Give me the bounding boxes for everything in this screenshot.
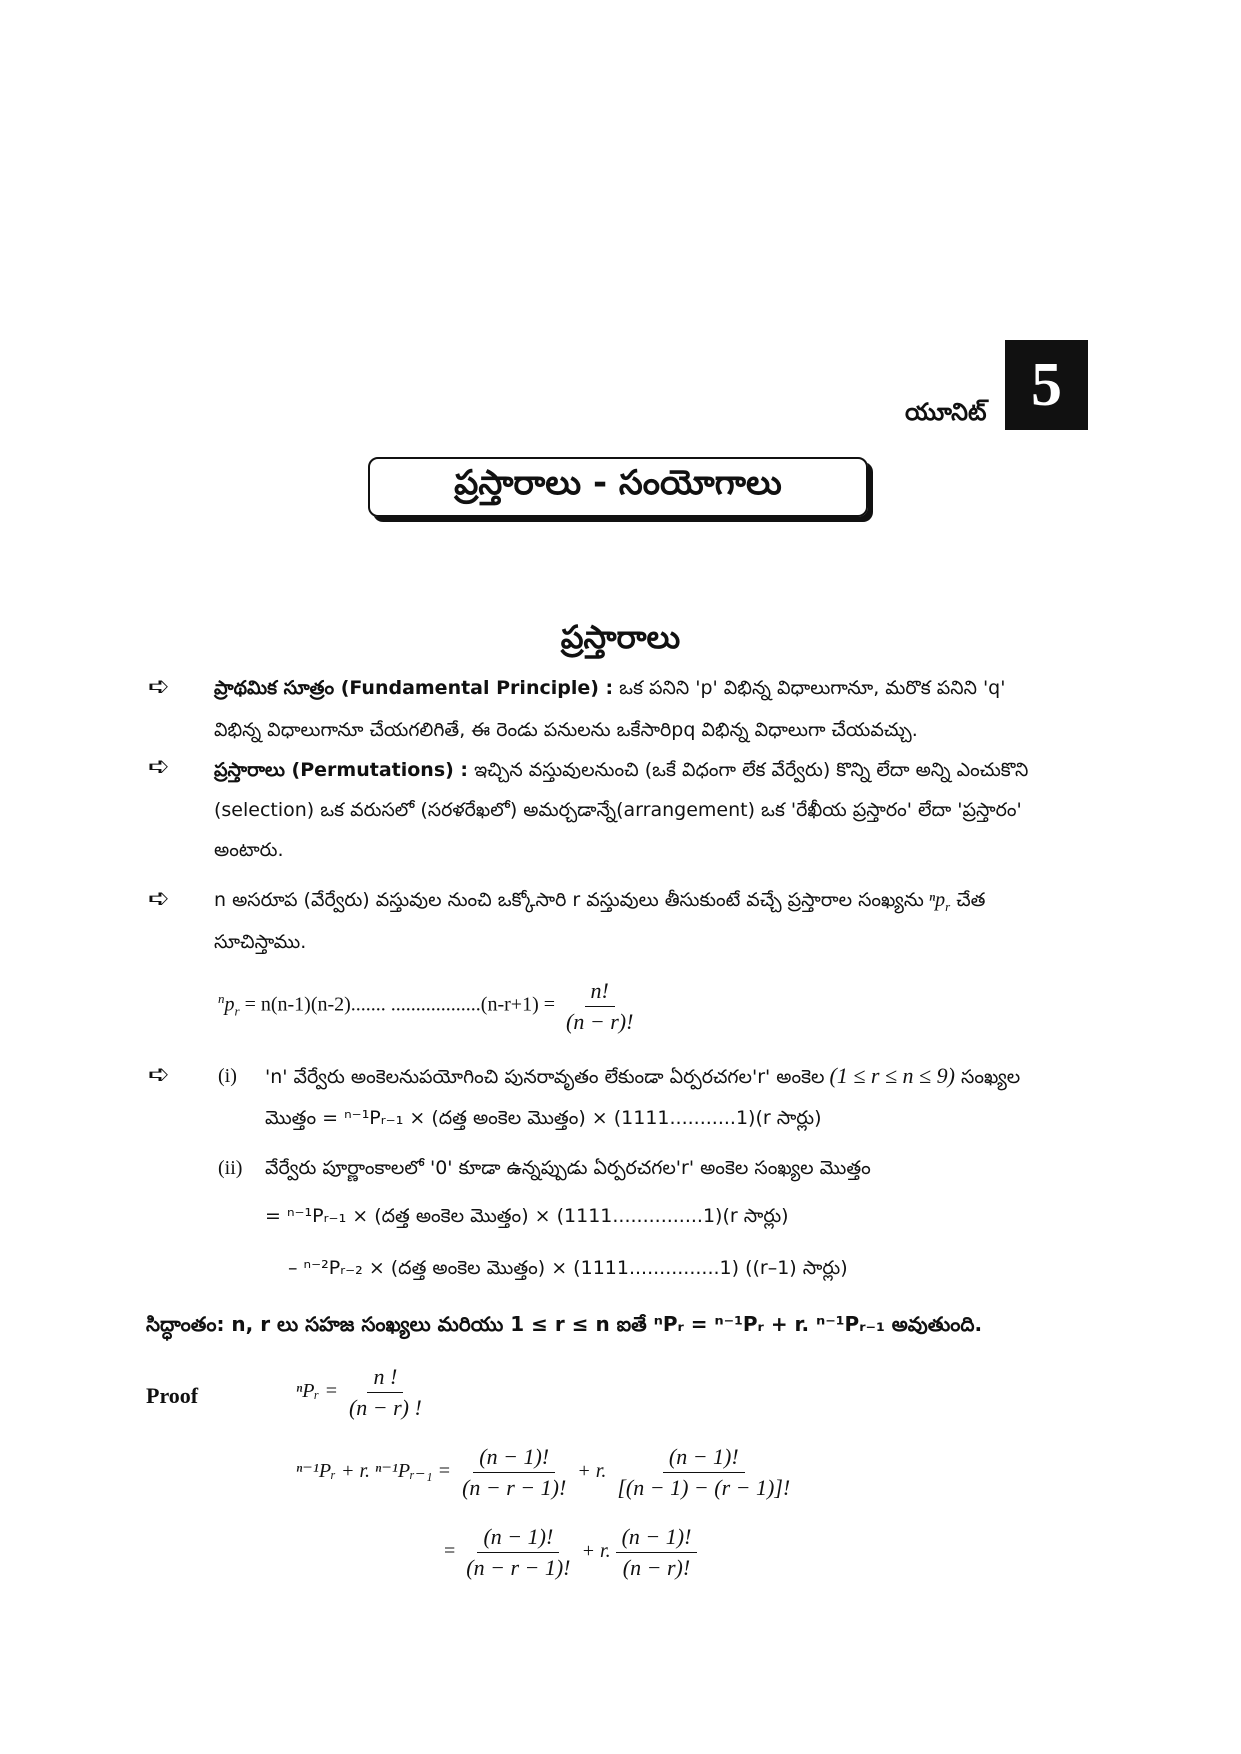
rule-i-line-2: మొత్తం = ⁿ⁻¹Pᵣ₋₁ × (దత్త అంకెల మొత్తం) × (1111...........1)(r సార్లు) <box>265 1107 822 1129</box>
bullet-2-heading: ప్రస్తారాలు (Permutations) : <box>214 759 469 781</box>
bullet-1-line-2: విభిన్న విధాలుగానూ చేయగలిగితే, ఈ రెండు పనులను ఒకేసారిpq విభిన్న విధాలుగా చేయవచ్చు. <box>214 719 918 741</box>
arrow-bullet-icon: ➪ <box>148 884 170 914</box>
unit-label: యూనిట్ <box>905 398 987 426</box>
rule-i-label: (i) <box>218 1065 237 1087</box>
bullet-1-line-1: ప్రాథమిక సూత్రం (Fundamental Principle) : ఒక పనిని 'p' విభిన్న విధాలుగానూ, మరొక పనిని 'q' <box>214 677 1006 699</box>
bullet-3-line-2: సూచిస్తాము. <box>214 931 307 953</box>
arrow-bullet-icon: ➪ <box>148 752 170 782</box>
bullet-2-line-1: ప్రస్తారాలు (Permutations) : ఇచ్చిన వస్తువులనుంచి (ఒకే విధంగా లేక వేర్వేరు) కొన్ని లేదా అన్ని ఎంచుకొని <box>214 759 1029 781</box>
proof-label: Proof <box>146 1383 199 1408</box>
section-title: ప్రస్తారాలు <box>560 618 681 656</box>
rule-i-line-1: 'n' వేర్వేరు అంకెలనుపయోగించి పునరావృతం లేకుండా ఏర్పరచగల'r' అంకెల (1 ≤ r ≤ n ≤ 9) సంఖ్యల <box>265 1063 1021 1088</box>
bullet-3-line-1: n అసరూప (వేర్వేరు) వస్తువుల నుంచి ఒక్కోసారి r వస్తువులు తీసుకుంటే వచ్చే ప్రస్తారాల సంఖ్యను ⁿp$_r$ చేత <box>214 889 986 914</box>
proof-line-2: ⁿ⁻¹Pᵣ + r. ⁿ⁻¹Pᵣ₋₁ = $\frac{(n - 1)!}{(n - r - 1)!}$ + r. $\frac{(n - 1)!}{[(n - 1) - (r - 1)]!}$ <box>296 1443 791 1500</box>
rule-i-condition: (1 ≤ r ≤ n ≤ 9) <box>829 1063 955 1088</box>
arrow-bullet-icon: ➪ <box>148 672 170 702</box>
theorem-statement: సిద్ధాంతం: n, r లు సహజ సంఖ్యలు మరియు 1 ≤ r ≤ n ఐతే ⁿPᵣ = ⁿ⁻¹Pᵣ + r. ⁿ⁻¹Pᵣ₋₁ అవుతుంది. <box>146 1312 983 1336</box>
bullet-1-heading: ప్రాథమిక సూత్రం (Fundamental Principle) : <box>214 677 614 699</box>
rule-ii-line-1: వేర్వేరు పూర్ణాంకాలలో '0' కూడా ఉన్నప్పుడు ఏర్పరచగల'r' అంకెల సంఖ్యల మొత్తం <box>265 1157 871 1179</box>
proof-line-1-fraction: $\frac{n !}{(n - r) !}$ <box>348 1363 422 1420</box>
arrow-bullet-icon: ➪ <box>148 1060 170 1090</box>
rule-ii-label: (ii) <box>218 1157 243 1179</box>
npr-symbol: ⁿp <box>928 889 946 911</box>
rule-ii-line-2: = ⁿ⁻¹Pᵣ₋₁ × (దత్త అంకెల మొత్తం) × (1111...............1)(r సార్లు) <box>265 1205 789 1227</box>
rule-ii-line-3: – ⁿ⁻²Pᵣ₋₂ × (దత్త అంకెల మొత్తం) × (1111...............1) ((r–1) సార్లు) <box>288 1257 848 1279</box>
formula-npr-fraction: $\frac{n!}{(n - r)!}$ <box>566 977 634 1034</box>
unit-number-box: 5 <box>1005 340 1088 430</box>
bullet-2-line-2: (selection) ఒక వరుసలో (సరళరేఖలో) అమర్చడాన్నే(arrangement) ఒక 'రేఖీయ ప్రస్తారం' లేదా 'ప్రస్తారం' <box>214 799 1022 821</box>
chapter-title: ప్రస్తారాలు - సంయోగాలు <box>368 457 868 517</box>
bullet-2-line-3: అంటారు. <box>214 839 284 861</box>
proof-line-3: = $\frac{(n - 1)!}{(n - r - 1)!}$ + r. $\frac{(n - 1)!}{(n - r)!}$ <box>444 1520 697 1583</box>
proof-line-1: ⁿPᵣ = $\frac{n !}{(n - r) !}$ <box>296 1360 428 1423</box>
formula-npr: $^np_r = n(n-1)(n-2)$....... ..................(n-r+1) = $\frac{n!}{(n - r)!}$ <box>218 968 639 1043</box>
